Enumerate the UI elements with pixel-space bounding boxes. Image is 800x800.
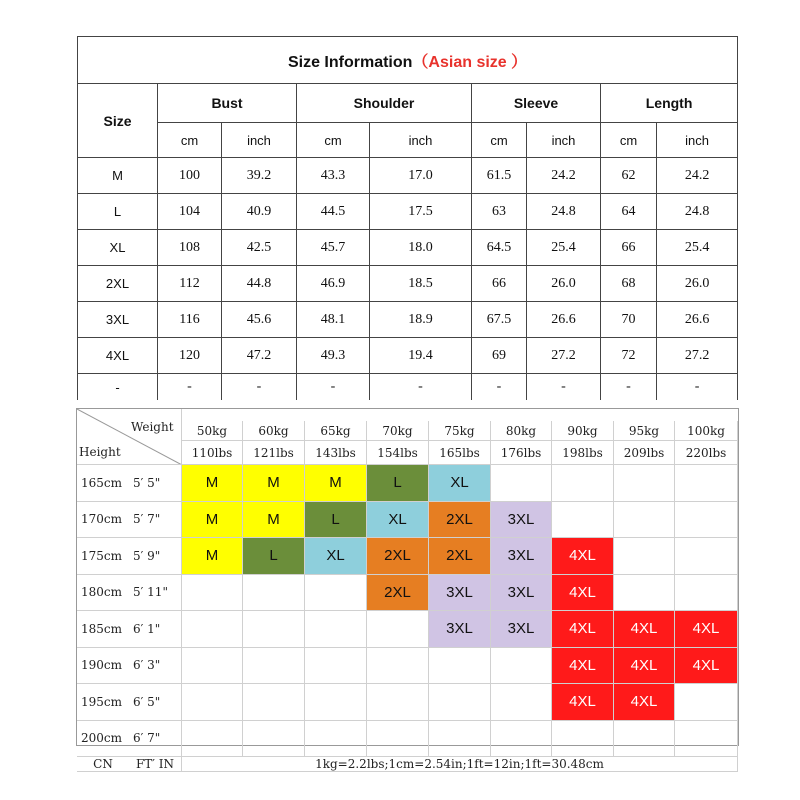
unit-header: inch: [370, 123, 472, 158]
unit-header: inch: [527, 123, 601, 158]
weight-kg-header: 95kg: [614, 421, 675, 441]
empty-grid-cell: [675, 538, 738, 575]
measurement-cell: 67.5: [472, 302, 527, 338]
empty-grid-cell: [429, 648, 491, 685]
table-title: [78, 37, 738, 84]
recommended-size-cell: 4XL: [552, 575, 614, 612]
corner-border: [77, 409, 182, 465]
empty-grid-cell: [243, 611, 305, 648]
measurement-cell: 100: [158, 158, 222, 194]
recommended-size-cell: XL: [367, 502, 429, 539]
unit-header: inch: [222, 123, 297, 158]
size-cell: XL: [78, 230, 158, 266]
measurement-cell: 104: [158, 194, 222, 230]
weight-kg-header: 65kg: [305, 421, 367, 441]
measurement-cell: 108: [158, 230, 222, 266]
weight-lbs-header: 110lbs: [182, 441, 243, 465]
empty-grid-cell: [614, 465, 675, 502]
size-cell: 3XL: [78, 302, 158, 338]
measurement-cell: 46.9: [297, 266, 370, 302]
recommended-size-cell: L: [243, 538, 305, 575]
measurement-cell: 116: [158, 302, 222, 338]
unit-header: cm: [601, 123, 657, 158]
measurement-cell: 17.5: [370, 194, 472, 230]
height-cm: 170cm: [81, 512, 123, 527]
height-cm: 200cm: [81, 731, 123, 746]
measurement-cell: -: [601, 374, 657, 401]
empty-grid-cell: [675, 502, 738, 539]
empty-grid-cell: [491, 465, 552, 502]
height-cm: 185cm: [81, 621, 123, 636]
recommended-size-cell: 4XL: [552, 611, 614, 648]
table-row: [78, 266, 738, 302]
measurement-cell: -: [657, 374, 738, 401]
recommended-size-cell: 4XL: [614, 684, 675, 721]
recommended-size-cell: M: [243, 502, 305, 539]
size-cell: -: [78, 374, 158, 401]
measurement-cell: 24.8: [657, 194, 738, 230]
measurement-cell: 64.5: [472, 230, 527, 266]
measurement-cell: -: [370, 374, 472, 401]
empty-grid-cell: [305, 648, 367, 685]
empty-grid-cell: [675, 684, 738, 721]
measurement-cell: 26.0: [527, 266, 601, 302]
measurement-cell: 18.9: [370, 302, 472, 338]
sleeve-header: Sleeve: [472, 84, 601, 123]
empty-grid-cell: [491, 721, 552, 758]
empty-grid-cell: [675, 465, 738, 502]
measurement-cell: 68: [601, 266, 657, 302]
measurement-cell: 63: [472, 194, 527, 230]
measurement-cell: 44.8: [222, 266, 297, 302]
shoulder-header: Shoulder: [297, 84, 472, 123]
height-row-label: [77, 502, 182, 539]
measurement-cell: 25.4: [527, 230, 601, 266]
empty-grid-cell: [552, 721, 614, 758]
height-row-label: [77, 575, 182, 612]
footer-cn: CN: [77, 757, 129, 772]
size-cell: 2XL: [78, 266, 158, 302]
weight-lbs-header: 209lbs: [614, 441, 675, 465]
weight-kg-header: 75kg: [429, 421, 491, 441]
weight-lbs-header: 121lbs: [243, 441, 305, 465]
weight-kg-header: 60kg: [243, 421, 305, 441]
recommended-size-cell: 2XL: [429, 538, 491, 575]
height-cm: 165cm: [81, 475, 123, 490]
height-ft-in: 5′ 7": [133, 512, 161, 527]
size-cell: L: [78, 194, 158, 230]
measurement-cell: -: [222, 374, 297, 401]
height-row-label: [77, 648, 182, 685]
measurement-cell: 69: [472, 338, 527, 374]
empty-grid-cell: [182, 611, 243, 648]
size-cell: 4XL: [78, 338, 158, 374]
empty-grid-cell: [182, 648, 243, 685]
recommended-size-cell: 4XL: [552, 648, 614, 685]
empty-grid-cell: [367, 684, 429, 721]
measurement-cell: 24.2: [657, 158, 738, 194]
recommended-size-cell: 4XL: [552, 538, 614, 575]
empty-grid-cell: [243, 684, 305, 721]
empty-grid-cell: [182, 575, 243, 612]
recommended-size-cell: 3XL: [491, 611, 552, 648]
table-row: [78, 302, 738, 338]
title-main: Size Information: [287, 53, 413, 71]
height-label: Height: [79, 445, 121, 459]
bust-header: Bust: [158, 84, 297, 123]
recommended-size-cell: L: [305, 502, 367, 539]
units-row: [78, 123, 738, 158]
title-asian-size: （Asian size ）: [412, 53, 528, 71]
height-weight-size-chart: [76, 408, 739, 771]
height-ft-in: 6′ 3": [133, 658, 161, 673]
recommended-size-cell: M: [182, 502, 243, 539]
height-row-label: [77, 611, 182, 648]
measurement-cell: 39.2: [222, 158, 297, 194]
recommended-size-cell: L: [367, 465, 429, 502]
recommended-size-cell: 2XL: [429, 502, 491, 539]
measurement-cell: 24.8: [527, 194, 601, 230]
empty-grid-cell: [182, 721, 243, 758]
measurement-cell: 64: [601, 194, 657, 230]
empty-grid-cell: [243, 721, 305, 758]
measurement-cell: 120: [158, 338, 222, 374]
measurement-cell: 40.9: [222, 194, 297, 230]
measurement-cell: -: [472, 374, 527, 401]
measurement-cell: 61.5: [472, 158, 527, 194]
measurement-cell: 18.5: [370, 266, 472, 302]
length-header: Length: [601, 84, 738, 123]
height-ft-in: 6′ 5": [133, 694, 161, 709]
measurement-cell: 25.4: [657, 230, 738, 266]
table-row: [78, 158, 738, 194]
measurement-cell: 45.6: [222, 302, 297, 338]
measurement-cell: 44.5: [297, 194, 370, 230]
recommended-size-cell: 4XL: [614, 648, 675, 685]
recommended-size-cell: 2XL: [367, 575, 429, 612]
empty-grid-cell: [614, 721, 675, 758]
measurement-cell: 62: [601, 158, 657, 194]
weight-kg-header: 70kg: [367, 421, 429, 441]
measurement-cell: 47.2: [222, 338, 297, 374]
measurement-cell: 72: [601, 338, 657, 374]
empty-grid-cell: [552, 465, 614, 502]
empty-grid-cell: [305, 611, 367, 648]
height-cm: 175cm: [81, 548, 123, 563]
empty-grid-cell: [614, 502, 675, 539]
size-cell: M: [78, 158, 158, 194]
recommended-size-cell: 3XL: [429, 575, 491, 612]
weight-kg-header: 50kg: [182, 421, 243, 441]
empty-grid-cell: [367, 648, 429, 685]
weight-kg-header: 80kg: [491, 421, 552, 441]
measurement-cell: 26.0: [657, 266, 738, 302]
footer-ft-in: FT′ IN: [129, 757, 182, 772]
empty-grid-cell: [367, 721, 429, 758]
height-ft-in: 6′ 1": [133, 621, 161, 636]
empty-grid-cell: [182, 684, 243, 721]
recommended-size-cell: 3XL: [491, 575, 552, 612]
measurement-cell: -: [297, 374, 370, 401]
empty-grid-cell: [429, 684, 491, 721]
table-row: [78, 338, 738, 374]
weight-kg-header: 100kg: [675, 421, 738, 441]
unit-conversion-note: 1kg=2.2lbs;1cm=2.54in;1ft=12in;1ft=30.48cm: [182, 757, 738, 772]
weight-lbs-header: 143lbs: [305, 441, 367, 465]
measurement-cell: 19.4: [370, 338, 472, 374]
empty-grid-cell: [367, 611, 429, 648]
weight-lbs-header: 220lbs: [675, 441, 738, 465]
measurement-cell: -: [527, 374, 601, 401]
height-ft-in: 5′ 5": [133, 475, 161, 490]
size-rows: [78, 158, 738, 401]
measurement-cell: 49.3: [297, 338, 370, 374]
size-header: Size: [78, 84, 158, 158]
measurement-cell: 24.2: [527, 158, 601, 194]
measurement-cell: 18.0: [370, 230, 472, 266]
height-row-label: [77, 538, 182, 575]
height-cm: 195cm: [81, 694, 123, 709]
recommended-size-cell: M: [305, 465, 367, 502]
unit-header: inch: [657, 123, 738, 158]
measurement-cell: 43.3: [297, 158, 370, 194]
weight-label: Weight: [131, 420, 174, 434]
recommended-size-cell: 4XL: [675, 611, 738, 648]
table-row: [78, 194, 738, 230]
measurement-cell: 48.1: [297, 302, 370, 338]
weight-kg-header: 90kg: [552, 421, 614, 441]
empty-grid-cell: [305, 721, 367, 758]
height-ft-in: 5′ 9": [133, 548, 161, 563]
empty-grid-cell: [675, 721, 738, 758]
height-ft-in: 6′ 7": [133, 731, 161, 746]
empty-grid-cell: [675, 575, 738, 612]
measurement-cell: 27.2: [657, 338, 738, 374]
empty-grid-cell: [305, 575, 367, 612]
height-row-label: [77, 721, 182, 758]
measurement-cell: 66: [601, 230, 657, 266]
empty-grid-cell: [243, 648, 305, 685]
measurement-cell: 26.6: [527, 302, 601, 338]
measurement-cell: 26.6: [657, 302, 738, 338]
measurement-cell: 42.5: [222, 230, 297, 266]
empty-grid-cell: [552, 502, 614, 539]
empty-grid-cell: [429, 721, 491, 758]
recommended-size-cell: XL: [305, 538, 367, 575]
measurement-cell: -: [158, 374, 222, 401]
measurement-cell: 70: [601, 302, 657, 338]
unit-header: cm: [472, 123, 527, 158]
empty-grid-cell: [305, 684, 367, 721]
weight-lbs-header: 154lbs: [367, 441, 429, 465]
size-information-table: [77, 36, 738, 400]
measurement-cell: 17.0: [370, 158, 472, 194]
measurement-cell: 45.7: [297, 230, 370, 266]
measurement-cell: 112: [158, 266, 222, 302]
recommended-size-cell: 3XL: [491, 502, 552, 539]
height-cm: 180cm: [81, 585, 123, 600]
height-row-label: [77, 465, 182, 502]
table-row: [78, 230, 738, 266]
height-ft-in: 5′ 11": [133, 585, 168, 600]
empty-grid-cell: [243, 575, 305, 612]
empty-grid-cell: [614, 538, 675, 575]
unit-header: cm: [158, 123, 222, 158]
empty-grid-cell: [491, 684, 552, 721]
weight-lbs-header: 176lbs: [491, 441, 552, 465]
height-cm: 190cm: [81, 658, 123, 673]
weight-lbs-header: 165lbs: [429, 441, 491, 465]
height-row-label: [77, 684, 182, 721]
recommended-size-cell: 3XL: [491, 538, 552, 575]
recommended-size-cell: 4XL: [675, 648, 738, 685]
table-row: [78, 374, 738, 401]
empty-grid-cell: [614, 575, 675, 612]
empty-grid-cell: [491, 648, 552, 685]
unit-header: cm: [297, 123, 370, 158]
recommended-size-cell: 2XL: [367, 538, 429, 575]
recommended-size-cell: 3XL: [429, 611, 491, 648]
measurement-cell: 27.2: [527, 338, 601, 374]
recommended-size-cell: 4XL: [614, 611, 675, 648]
recommended-size-cell: 4XL: [552, 684, 614, 721]
recommended-size-cell: M: [182, 465, 243, 502]
measurement-cell: 66: [472, 266, 527, 302]
recommended-size-cell: M: [243, 465, 305, 502]
recommended-size-cell: XL: [429, 465, 491, 502]
weight-lbs-header: 198lbs: [552, 441, 614, 465]
recommended-size-cell: M: [182, 538, 243, 575]
